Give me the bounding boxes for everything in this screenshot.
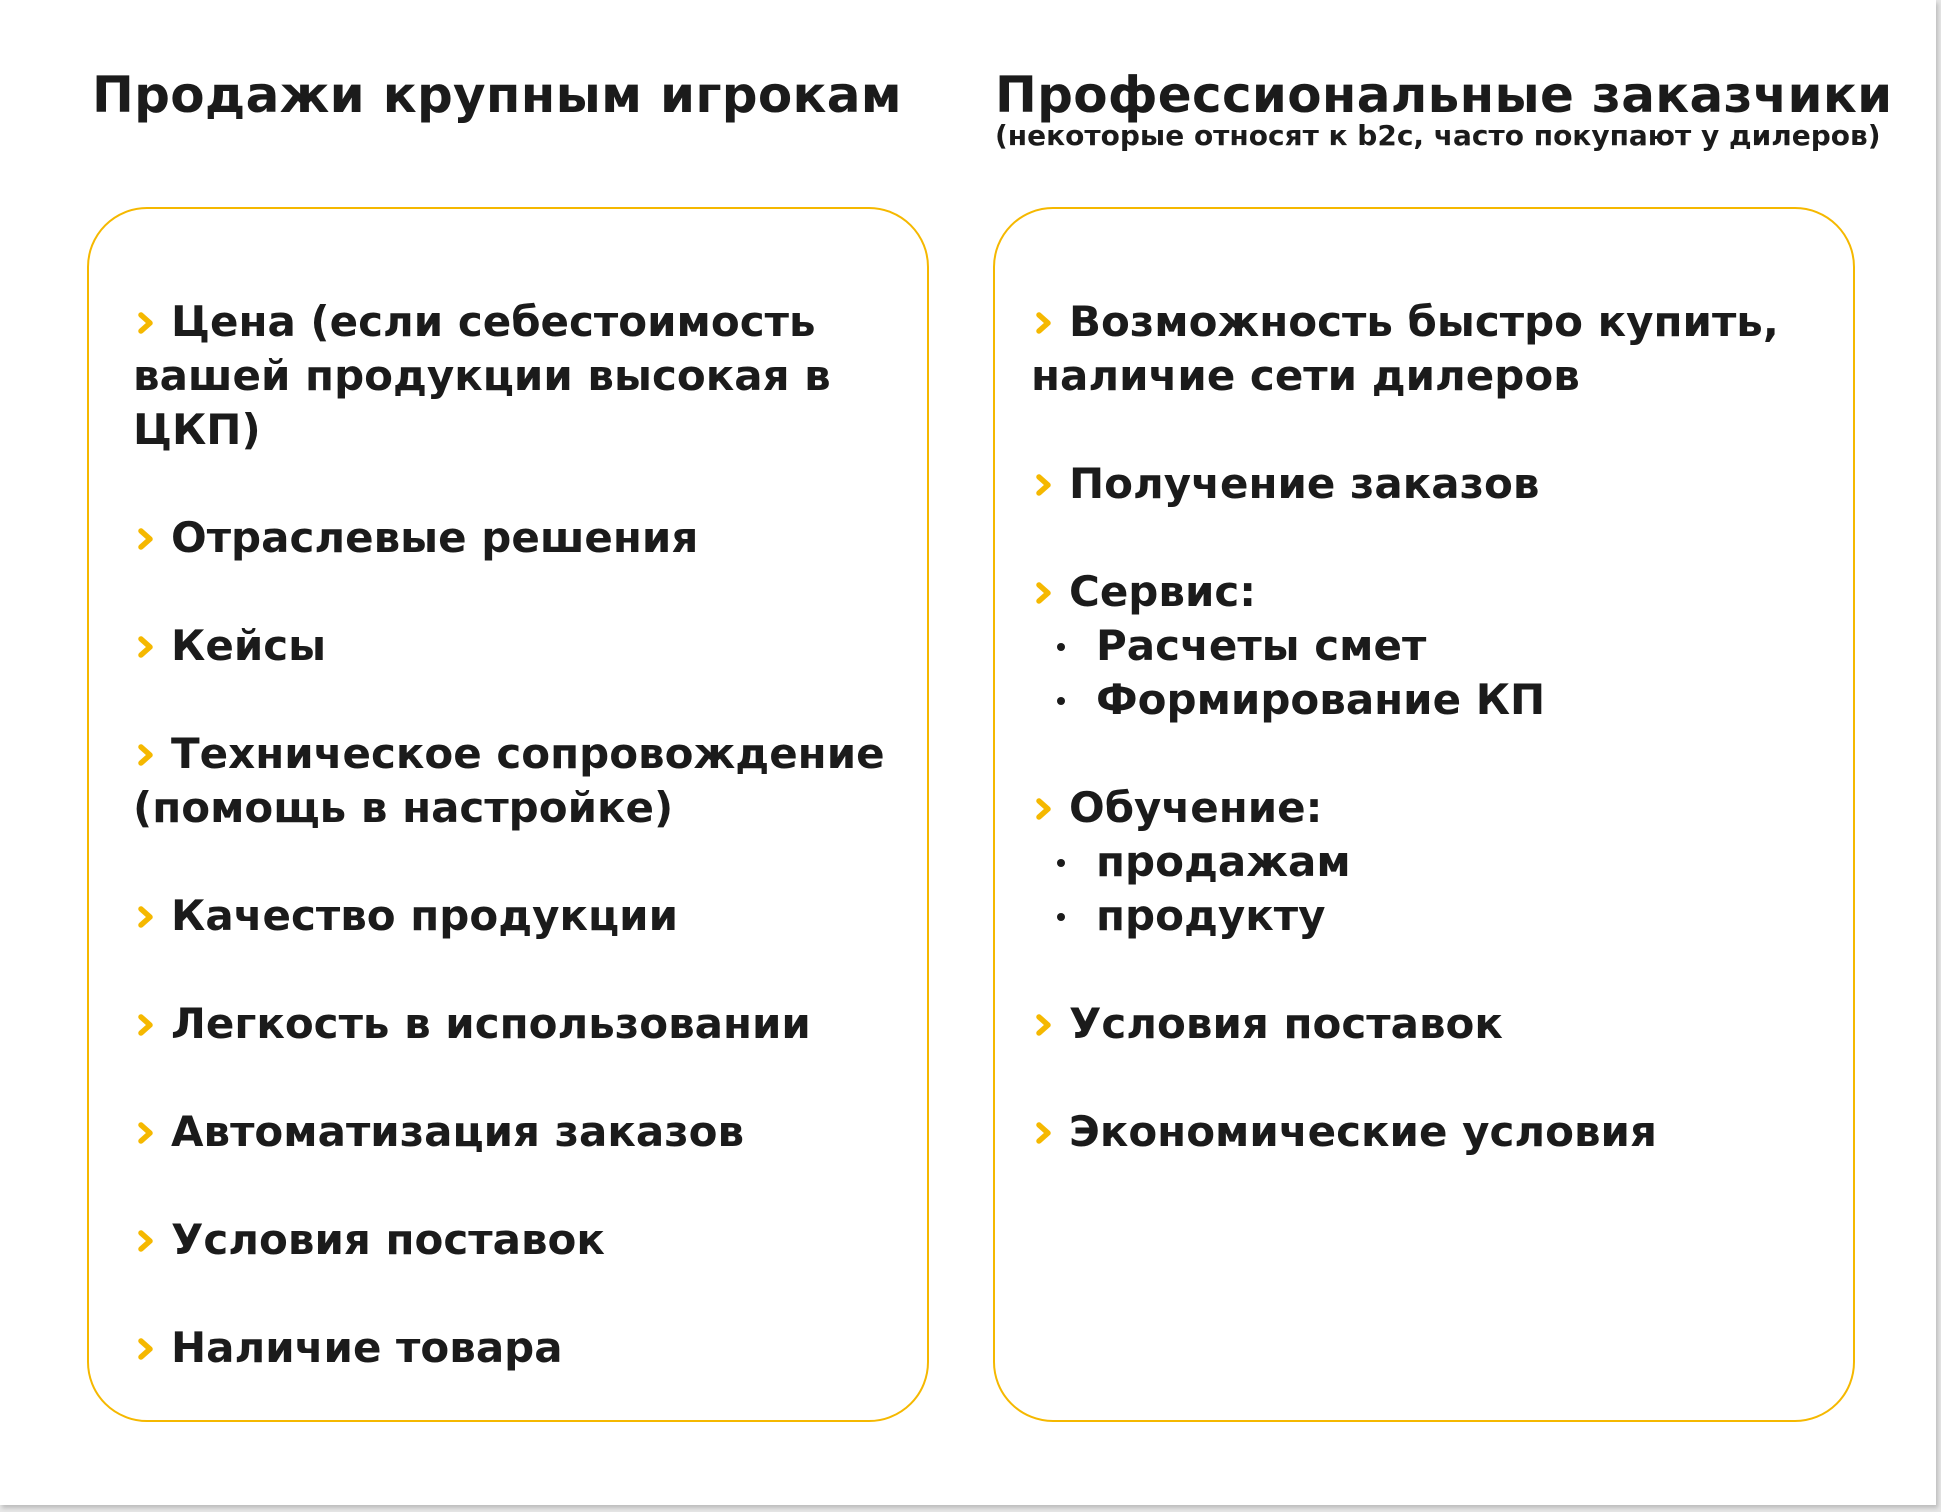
- left-column-title: Продажи крупным игрокам: [92, 66, 902, 124]
- left-list-item: [133, 889, 907, 943]
- right-item-text: Возможность быстро купить, наличие сети дилеров: [1031, 297, 1779, 400]
- left-list-item: [133, 727, 907, 835]
- right-sub-item: [1031, 673, 1833, 727]
- right-item-text: Экономические условия: [1069, 1107, 1657, 1156]
- left-item-text: Отраслевые решения: [171, 513, 699, 562]
- right-column-subtitle: (некоторые относят к b2c, часто покупают у дилеров): [995, 119, 1881, 152]
- arrow-right-icon: [133, 311, 157, 335]
- bullet-dot: [1057, 859, 1065, 867]
- right-item-list: [1031, 295, 1833, 1213]
- right-card: [993, 207, 1855, 1422]
- left-list-item: [133, 619, 907, 673]
- right-sub-item-text: продажам: [1096, 837, 1351, 886]
- arrow-right-icon: [133, 1229, 157, 1253]
- left-card: [87, 207, 929, 1422]
- arrow-right-icon: [133, 905, 157, 929]
- right-list-item: [1031, 295, 1833, 403]
- arrow-right-icon: [1031, 1013, 1055, 1037]
- arrow-right-icon: [133, 1121, 157, 1145]
- arrow-right-icon: [133, 527, 157, 551]
- right-item-text: Сервис:: [1069, 567, 1257, 616]
- left-item-text: Кейсы: [171, 621, 327, 670]
- arrow-right-icon: [133, 1013, 157, 1037]
- right-list-item: [1031, 565, 1833, 727]
- bullet-dot: [1057, 643, 1065, 651]
- right-list-item: [1031, 457, 1833, 511]
- left-item-text: Наличие товара: [171, 1323, 563, 1372]
- left-item-text: Условия поставок: [171, 1215, 605, 1264]
- right-item-text: Получение заказов: [1069, 459, 1540, 508]
- arrow-right-icon: [133, 635, 157, 659]
- arrow-right-icon: [1031, 311, 1055, 335]
- right-list-item: [1031, 781, 1833, 943]
- left-item-text: Цена (если себестоимость вашей продукции высокая в ЦКП): [133, 297, 831, 454]
- left-list-item: [133, 997, 907, 1051]
- bullet-dot: [1057, 697, 1065, 705]
- right-item-text: Условия поставок: [1069, 999, 1503, 1048]
- right-sub-item: [1031, 619, 1833, 673]
- right-column-title: Профессиональные заказчики: [995, 66, 1893, 124]
- left-list-item: [133, 1105, 907, 1159]
- right-sub-item: [1031, 835, 1833, 889]
- right-sub-item-text: продукту: [1096, 891, 1326, 940]
- left-item-text: Автоматизация заказов: [171, 1107, 745, 1156]
- arrow-right-icon: [1031, 581, 1055, 605]
- left-item-list: [133, 295, 907, 1429]
- arrow-right-icon: [133, 1337, 157, 1361]
- right-sub-item-text: Расчеты смет: [1096, 621, 1427, 670]
- right-item-text: Обучение:: [1069, 783, 1323, 832]
- left-item-text: Техническое сопровождение (помощь в настройке): [133, 729, 885, 832]
- left-item-text: Легкость в использовании: [171, 999, 811, 1048]
- left-item-text: Качество продукции: [171, 891, 679, 940]
- right-sub-item: [1031, 889, 1833, 943]
- arrow-right-icon: [1031, 1121, 1055, 1145]
- arrow-right-icon: [1031, 797, 1055, 821]
- right-sub-item-text: Формирование КП: [1096, 675, 1546, 724]
- bullet-dot: [1057, 913, 1065, 921]
- arrow-right-icon: [1031, 473, 1055, 497]
- right-list-item: [1031, 1105, 1833, 1159]
- left-list-item: [133, 295, 907, 457]
- left-list-item: [133, 1321, 907, 1375]
- right-sub-list: [1031, 619, 1833, 727]
- arrow-right-icon: [133, 743, 157, 767]
- left-list-item: [133, 511, 907, 565]
- left-list-item: [133, 1213, 907, 1267]
- right-list-item: [1031, 997, 1833, 1051]
- right-sub-list: [1031, 835, 1833, 943]
